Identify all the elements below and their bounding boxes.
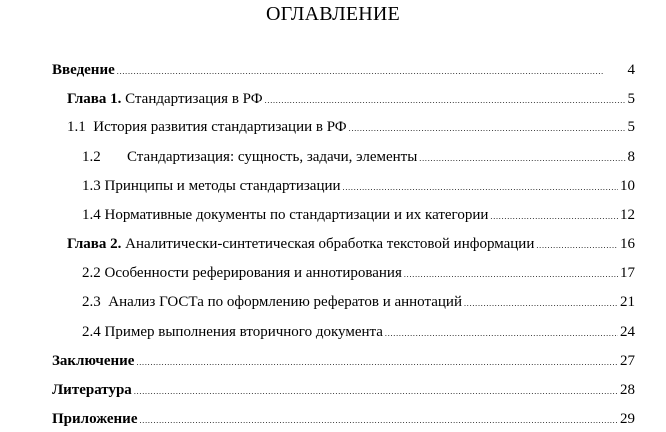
toc-entry-conclusion[interactable] [52,352,635,372]
dot-leader [117,61,626,81]
dot-leader [464,293,618,313]
toc-entry-chapter-1[interactable] [67,90,635,110]
dot-leader [136,352,618,372]
dot-leader [385,323,618,343]
toc-chapter-number: Глава 1. [67,91,122,107]
toc-page-number: 29 [620,411,635,427]
toc-entry-text: Введение [52,62,115,78]
toc-entry-heading [82,148,417,166]
toc-entry-heading [67,118,347,136]
toc-entry-text: 2.4 Пример выполнения вторичного документа [82,324,383,340]
toc-chapter-number: Глава 2. [67,236,122,252]
toc-page-number: 5 [627,91,635,107]
toc-entry-text: История развития стандартизации в РФ [93,119,347,135]
toc-entry-literature[interactable] [52,381,635,401]
toc-entry-heading [67,235,534,253]
toc-entry-text: 1.3 Принципы и методы стандартизации [82,178,341,194]
toc-entry-heading [67,90,263,108]
toc-page-number: 12 [620,207,635,223]
toc-page-number: 10 [620,178,635,194]
toc-entry-section-1-4[interactable] [82,206,635,226]
toc-entry-text: Заключение [52,353,135,369]
dot-leader [343,177,618,197]
toc-page-number: 17 [620,265,635,281]
toc-entry-section-1-2[interactable] [82,148,635,168]
toc-entry-introduction[interactable] [52,61,635,81]
toc-entry-text: Аналитически-синтетическая обработка текстовой информации [125,236,535,252]
toc-entry-text: Литература [52,382,132,398]
dot-leader [404,264,618,284]
toc-page-number: 5 [627,119,635,135]
toc-page-number: 21 [620,294,635,310]
toc-page-number: 4 [627,62,635,78]
dot-leader [349,118,626,138]
toc-entry-section-2-4[interactable] [82,323,635,343]
toc-entry-text: Стандартизация в РФ [125,91,263,107]
toc-section-number: 1.2 [82,149,101,165]
toc-page-number: 28 [620,382,635,398]
dot-leader [536,235,618,255]
toc-entry-text: Стандартизация: сущность, задачи, элементы [127,149,418,165]
dot-leader [265,90,626,110]
toc-entry-chapter-2[interactable] [67,235,635,255]
dot-leader [134,381,618,401]
toc-section-number: 1.1 [67,119,86,135]
toc-entry-appendix[interactable] [52,410,635,430]
toc-entry-text: 1.4 Нормативные документы по стандартизации и их категории [82,207,489,223]
toc-entry-section-1-3[interactable] [82,177,635,197]
dot-leader [490,206,618,226]
page-title: ОГЛАВЛЕНИЕ [266,3,400,25]
toc-entry-text: 2.2 Особенности реферирования и аннотирования [82,265,402,281]
toc-entry-section-2-3[interactable] [82,293,635,313]
dot-leader [139,410,618,430]
toc-page-number: 16 [620,236,635,252]
toc-entry-section-2-2[interactable] [82,264,635,284]
toc-page-number: 8 [627,149,635,165]
toc-entry-heading [82,293,462,311]
toc-section-number: 2.3 [82,294,101,310]
toc-entry-section-1-1[interactable] [67,118,635,138]
dot-leader [419,148,625,168]
toc-page-number: 24 [620,324,635,340]
toc-entry-text: Анализ ГОСТа по оформлению рефератов и аннотаций [108,294,462,310]
toc-page-number: 27 [620,353,635,369]
toc-entry-text: Приложение [52,411,138,427]
